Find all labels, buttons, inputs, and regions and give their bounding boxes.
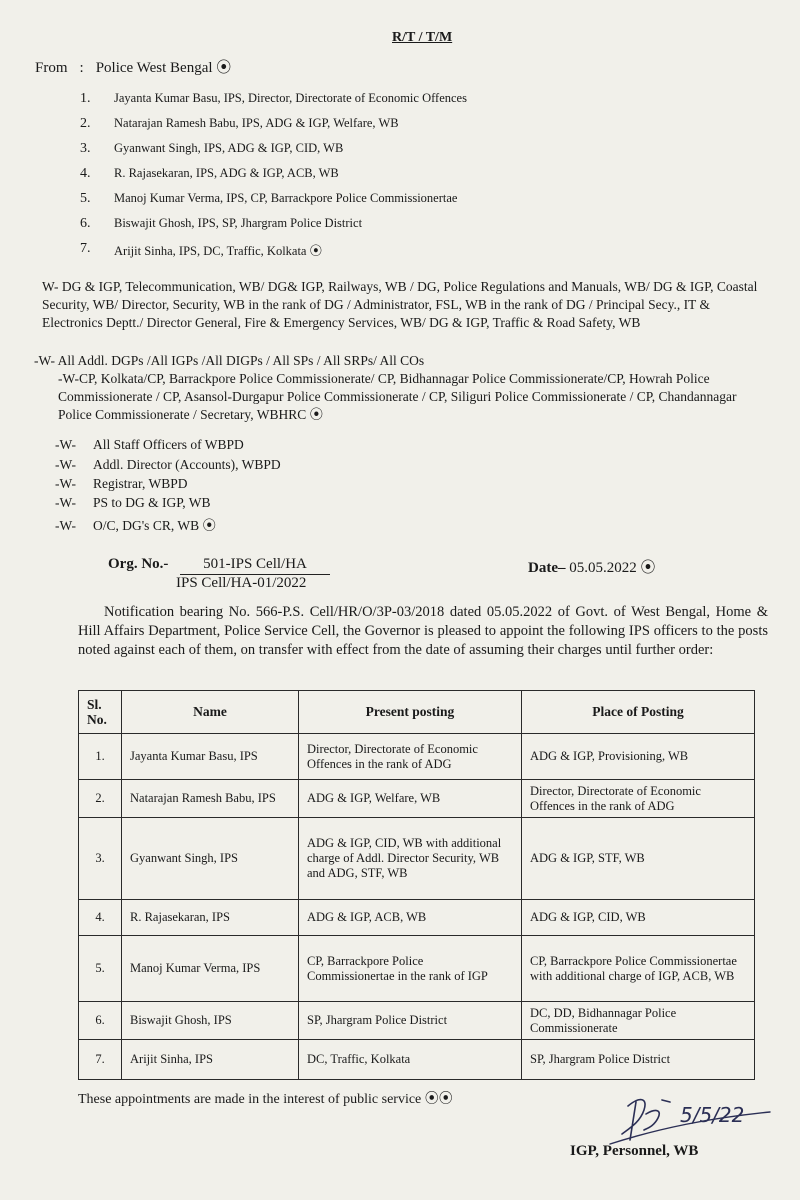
w-list-item: -W- All Staff Officers of WBPD [55, 437, 244, 452]
table-row: 1. Jayanta Kumar Basu, IPS Director, Directorate of Economic Offences in the rank of ADG ADG & IGP, Provisioning, WB [79, 734, 755, 780]
table-row: 4. R. Rajasekaran, IPS ADG & IGP, ACB, WB ADG & IGP, CID, WB [79, 900, 755, 936]
copy-block-all-officers: -W- All Addl. DGPs /All IGPs /All DIGPs / All SPs / All SRPs/ All COs [34, 353, 425, 368]
org-number: 501-IPS Cell/HA [180, 556, 330, 575]
table-row: 5. Manoj Kumar Verma, IPS CP, Barrackpore Police Commissionertae in the rank of IGP CP, Barrackpore Police Commissionertae with additional charge of IGP, ACB, WB [79, 936, 755, 1002]
sender: Police West Bengal ⦿ [95, 60, 232, 76]
notification-text: Notification bearing No. 566-P.S. Cell/HR/O/3P-03/2018 dated 05.05.2022 of Govt. of West Bengal, Home & Hill Affairs Department, Police Service Cell, the Governor is pleased to appoint the following IPS officers to the posts noted against each of them, on transfer with effect from the date of assuming their charges until further order: [78, 604, 768, 658]
copy-block-commissionerates: -W-CP, Kolkata/CP, Barrackpore Police Commissionerate/ CP, Bidhannagar Police Commissionerate/CP, Howrah Police Commissionerate / CP, Asansol-Durgapur Police Commissionerate / CP, Siliguri Police Commissionerate / CP, Chandannagar Police Commissionerate / Secretary, WBHRC ⦿ [58, 371, 737, 422]
closing-statement: These appointments are made in the interest of public service ⦿⦿ [78, 1092, 453, 1107]
org-label: Org. No.- [108, 556, 169, 572]
col-name: Name [122, 691, 299, 734]
signature-date: 5/5/22 [680, 1103, 745, 1127]
from-line: From : Police West Bengal ⦿ [35, 60, 232, 76]
notification-page: R/T / T/M From : Police West Bengal ⦿ 1. Jayanta Kumar Basu, IPS, Director, Directorate of Economic Offences 2. Natarajan Ramesh Babu, IPS, ADG & IGP, Welfare, WB 3. Gyanwant Singh, IPS, ADG & IGP, CID, WB 4. R. Rajasekaran, IPS, ADG & IGP, ACB, WB 5. Manoj Kumar Verma, IPS, CP, Barrackpore Police Commissionertae 6. Biswajit Ghosh, IPS, SP, Jhargram Police District 7. Arijit Sinha, IPS, DC, Traffic, Kolkata ⦿ W- DG & IGP, Telecommunication, WB/ DG& IGP, Railways, WB / DG, Police Regulations and Manuals, WB/ DG & IGP, Coastal Security, WB/ Director, Security, WB in the rank of DG / Administrator, FSL, WB in the rank of DG / Principal Secy., IT & Electronics Deptt./ Director General, Fire & Emergency Services, WB/ DG & IGP, Traffic & Road Safety, WB -W- All Addl. DGPs /All IGPs /All DIGPs / All SPs / All SRPs/ All COs -W-CP, Kolkata/CP, Barrackpore Police Commissionerate/ CP, Bidhannagar Police Commissionerate/CP, Howrah Police Commissionerate / CP, Asansol-Durgapur Police Commissionerate / CP, Siliguri Police Commissionerate / CP, Chandannagar Police Commissionerate / Secretary, WBHRC ⦿ -W- All Staff Officers of WBPD -W- Addl. Director (Accounts), WBPD -W- Registrar, WBPD -W- PS to DG & IGP, WB -W- O/C, DG's CR, WB ⦿ Org. No.- 501-IPS Cell/HA IPS Cell/HA-01/2022 Date– 05.05.2022 ⦿ Notification bearing No. 566-P.S. Cell/HR/O/3P-03/2018 dated 05.05.2022 of Govt. of West Bengal, Home & Hill Affairs Department, Police Service Cell, the Governor is pleased to appoint the following IPS officers to the posts noted against each of them, on transfer with effect from the date of assuming their charges until further order: Sl. No. Name Present posting Place of Posting 1. Jayanta Kumar Basu, IPS Director, Directorate of Economic Offences in the rank of ADG ADG & IGP, Provisioning, WB 2. Natarajan Ramesh Babu, IPS ADG & IGP, Welfare, WB Director, Directorate of Economic Offences in the rank of ADG 3. Gyanwant Singh, IPS ADG & IGP, CID, WB with additional charge of Addl. Director Security, WB and ADG, STF, WB ADG & IGP, STF, WB 4. R. Rajasekaran, IPS ADG & IGP, ACB, WB ADG & IGP, CID, WB 5. Manoj Kumar Verma, IPS CP, Barrackpore Police Commissionertae in the rank of IGP CP, Barrackpore Police Commissionertae with additional charge of IGP, ACB, WB 6. Biswajit Ghosh, IPS SP, Jhargram Police District DC, DD, Bidhannagar Police Commissionerate 7. Arijit Sinha, IPS DC, Traffic, Kolkata SP, Jhargram Police District These appointments are made in the interest of public service ⦿⦿ 5/5/22 IGP, Personnel, WB [0, 0, 800, 1200]
from-label: From [35, 60, 68, 76]
signatory-designation: IGP, Personnel, WB [570, 1143, 699, 1159]
table-header-row [79, 691, 755, 734]
date-line: Date– 05.05.2022 ⦿ [528, 560, 656, 576]
w-list-item: -W- O/C, DG's CR, WB ⦿ [55, 518, 216, 533]
org-number-alt: IPS Cell/HA-01/2022 [176, 575, 307, 591]
col-place-of-posting: Place of Posting [522, 691, 755, 734]
copy-block-dg: W- DG & IGP, Telecommunication, WB/ DG& IGP, Railways, WB / DG, Police Regulations and Manuals, WB/ DG & IGP, Coastal Security, WB/ Director, Security, WB in the rank of DG / Administrator, FSL, WB in the rank of DG / Principal Secy., IT & Electronics Deptt./ Director General, Fire & Emergency Services, WB/ DG & IGP, Traffic & Road Safety, WB [42, 279, 758, 330]
posting-table [78, 690, 755, 1080]
table-row: 7. Arijit Sinha, IPS DC, Traffic, Kolkata SP, Jhargram Police District [79, 1040, 755, 1080]
col-sl: Sl. No. [79, 691, 122, 734]
date-value: 05.05.2022 ⦿ [569, 560, 656, 576]
table-row: 3. Gyanwant Singh, IPS ADG & IGP, CID, WB with additional charge of Addl. Director Security, WB and ADG, STF, WB ADG & IGP, STF, WB [79, 818, 755, 900]
table-row: 6. Biswajit Ghosh, IPS SP, Jhargram Police District DC, DD, Bidhannagar Police Commissionerate [79, 1002, 755, 1040]
w-list-item: -W- Registrar, WBPD [55, 476, 188, 491]
col-present-posting: Present posting [299, 691, 522, 734]
reference-code: R/T / T/M [392, 30, 453, 45]
w-list-item: -W- Addl. Director (Accounts), WBPD [55, 457, 281, 472]
table-row: 2. Natarajan Ramesh Babu, IPS ADG & IGP, Welfare, WB Director, Directorate of Economic Offences in the rank of ADG [79, 780, 755, 818]
w-list-item: -W- PS to DG & IGP, WB [55, 495, 211, 510]
